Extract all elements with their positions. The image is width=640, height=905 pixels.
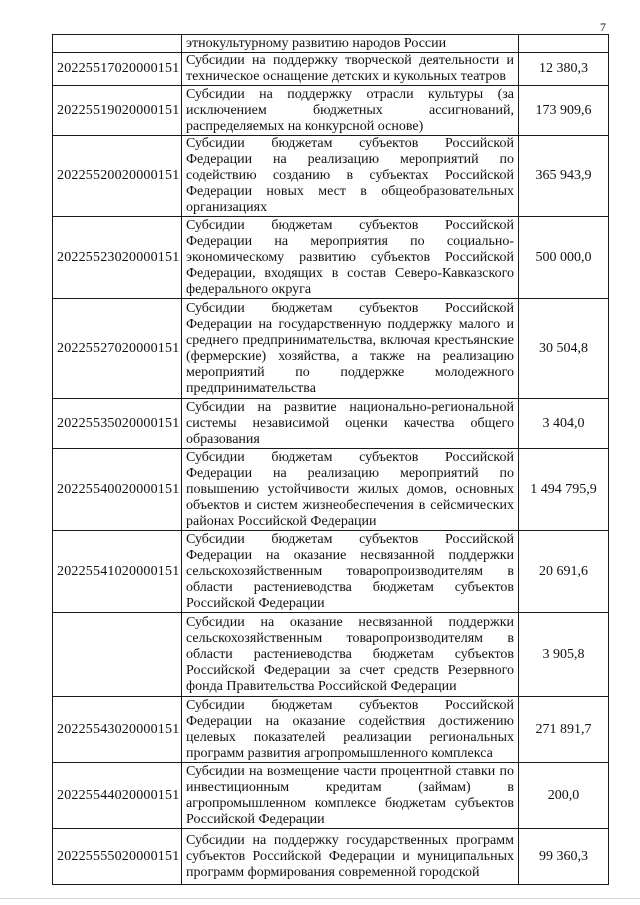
code-cell: 20225535020000151: [53, 399, 182, 449]
amount-cell: 200,0: [519, 763, 609, 829]
amount-cell: 3 404,0: [519, 399, 609, 449]
code-cell: 20225519020000151: [53, 86, 182, 136]
table-row: [53, 613, 609, 697]
code-cell: 20225543020000151: [53, 697, 182, 763]
amount-cell: 1 494 795,9: [519, 449, 609, 531]
table-row: [53, 86, 609, 136]
page-number: 7: [600, 20, 606, 34]
name-cell: Субсидии бюджетам субъектов Российской Федерации на реализацию мероприятий по повышению устойчивости жилых домов, основных объектов и систем жизнеобеспечения в сейсмических районах Российской Федерации: [182, 449, 519, 531]
table-row: [53, 217, 609, 299]
amount-cell: 271 891,7: [519, 697, 609, 763]
name-cell: Субсидии бюджетам субъектов Российской Федерации на государственную поддержку малого и среднего предпринимательства, включая крестьянские (фермерские) хозяйства, а также на реализацию мероприятий по поддержке молодежного предпринимательства: [182, 299, 519, 399]
code-cell: 20225520020000151: [53, 136, 182, 217]
name-cell: Субсидии на поддержку отрасли культуры (за исключением бюджетных ассигнований, распределяемых на конкурсной основе): [182, 86, 519, 136]
table-row: [53, 697, 609, 763]
page-bottom-edge: [0, 898, 640, 899]
amount-cell: [519, 35, 609, 53]
name-cell: Субсидии на оказание несвязанной поддержки сельскохозяйственным товаропроизводителям в области растениеводства бюджетам субъектов Российской Федерации за счет средств Резервного фонда Правительства Российской Федерации: [182, 613, 519, 697]
name-cell: Субсидии на возмещение части процентной ставки по инвестиционным кредитам (займам) в агропромышленном комплексе бюджетам субъектов Российской Федерации: [182, 763, 519, 829]
name-cell: Субсидии бюджетам субъектов Российской Федерации на оказание несвязанной поддержки сельскохозяйственным товаропроизводителям в области растениеводства бюджетам субъектов Российской Федерации: [182, 531, 519, 613]
amount-cell: 500 000,0: [519, 217, 609, 299]
table-row: [53, 399, 609, 449]
table-row: [53, 829, 609, 885]
name-cell: Субсидии бюджетам субъектов Российской Федерации на мероприятия по социально-экономическому развитию субъектов Российской Федерации, входящих в состав Северо-Кавказского федерального округа: [182, 217, 519, 299]
code-cell: 20225527020000151: [53, 299, 182, 399]
code-cell: [53, 35, 182, 53]
name-cell: Субсидии на поддержку государственных программ субъектов Российской Федерации и муниципальных программ формирования современной городской: [182, 829, 519, 885]
code-cell: 20225541020000151: [53, 531, 182, 613]
table-row: [53, 53, 609, 86]
amount-cell: 3 905,8: [519, 613, 609, 697]
table-row-continuation: [53, 35, 609, 53]
name-cell: Субсидии на развитие национально-региональной системы независимой оценки качества общего образования: [182, 399, 519, 449]
code-cell: 20225517020000151: [53, 53, 182, 86]
name-cell: Субсидии на поддержку творческой деятельности и техническое оснащение детских и кукольных театров: [182, 53, 519, 86]
amount-cell: 173 909,6: [519, 86, 609, 136]
name-cell: Субсидии бюджетам субъектов Российской Федерации на оказание содействия достижению целевых показателей реализации региональных программ развития агропромышленного комплекса: [182, 697, 519, 763]
name-cell: Субсидии бюджетам субъектов Российской Федерации на реализацию мероприятий по содействию созданию в субъектах Российской Федерации новых мест в общеобразовательных организациях: [182, 136, 519, 217]
code-cell: 20225555020000151: [53, 829, 182, 885]
budget-revenue-table: [52, 34, 609, 885]
amount-cell: 30 504,8: [519, 299, 609, 399]
code-cell: 20225540020000151: [53, 449, 182, 531]
code-cell: 20225523020000151: [53, 217, 182, 299]
table-row: [53, 531, 609, 613]
table-row: [53, 299, 609, 399]
table-row: [53, 449, 609, 531]
continuation-cell: этнокультурному развитию народов России: [182, 35, 519, 53]
amount-cell: 20 691,6: [519, 531, 609, 613]
amount-cell: 12 380,3: [519, 53, 609, 86]
table-row: [53, 136, 609, 217]
table-row: [53, 763, 609, 829]
amount-cell: 99 360,3: [519, 829, 609, 885]
code-cell: 20225544020000151: [53, 763, 182, 829]
amount-cell: 365 943,9: [519, 136, 609, 217]
code-cell: [53, 613, 182, 697]
